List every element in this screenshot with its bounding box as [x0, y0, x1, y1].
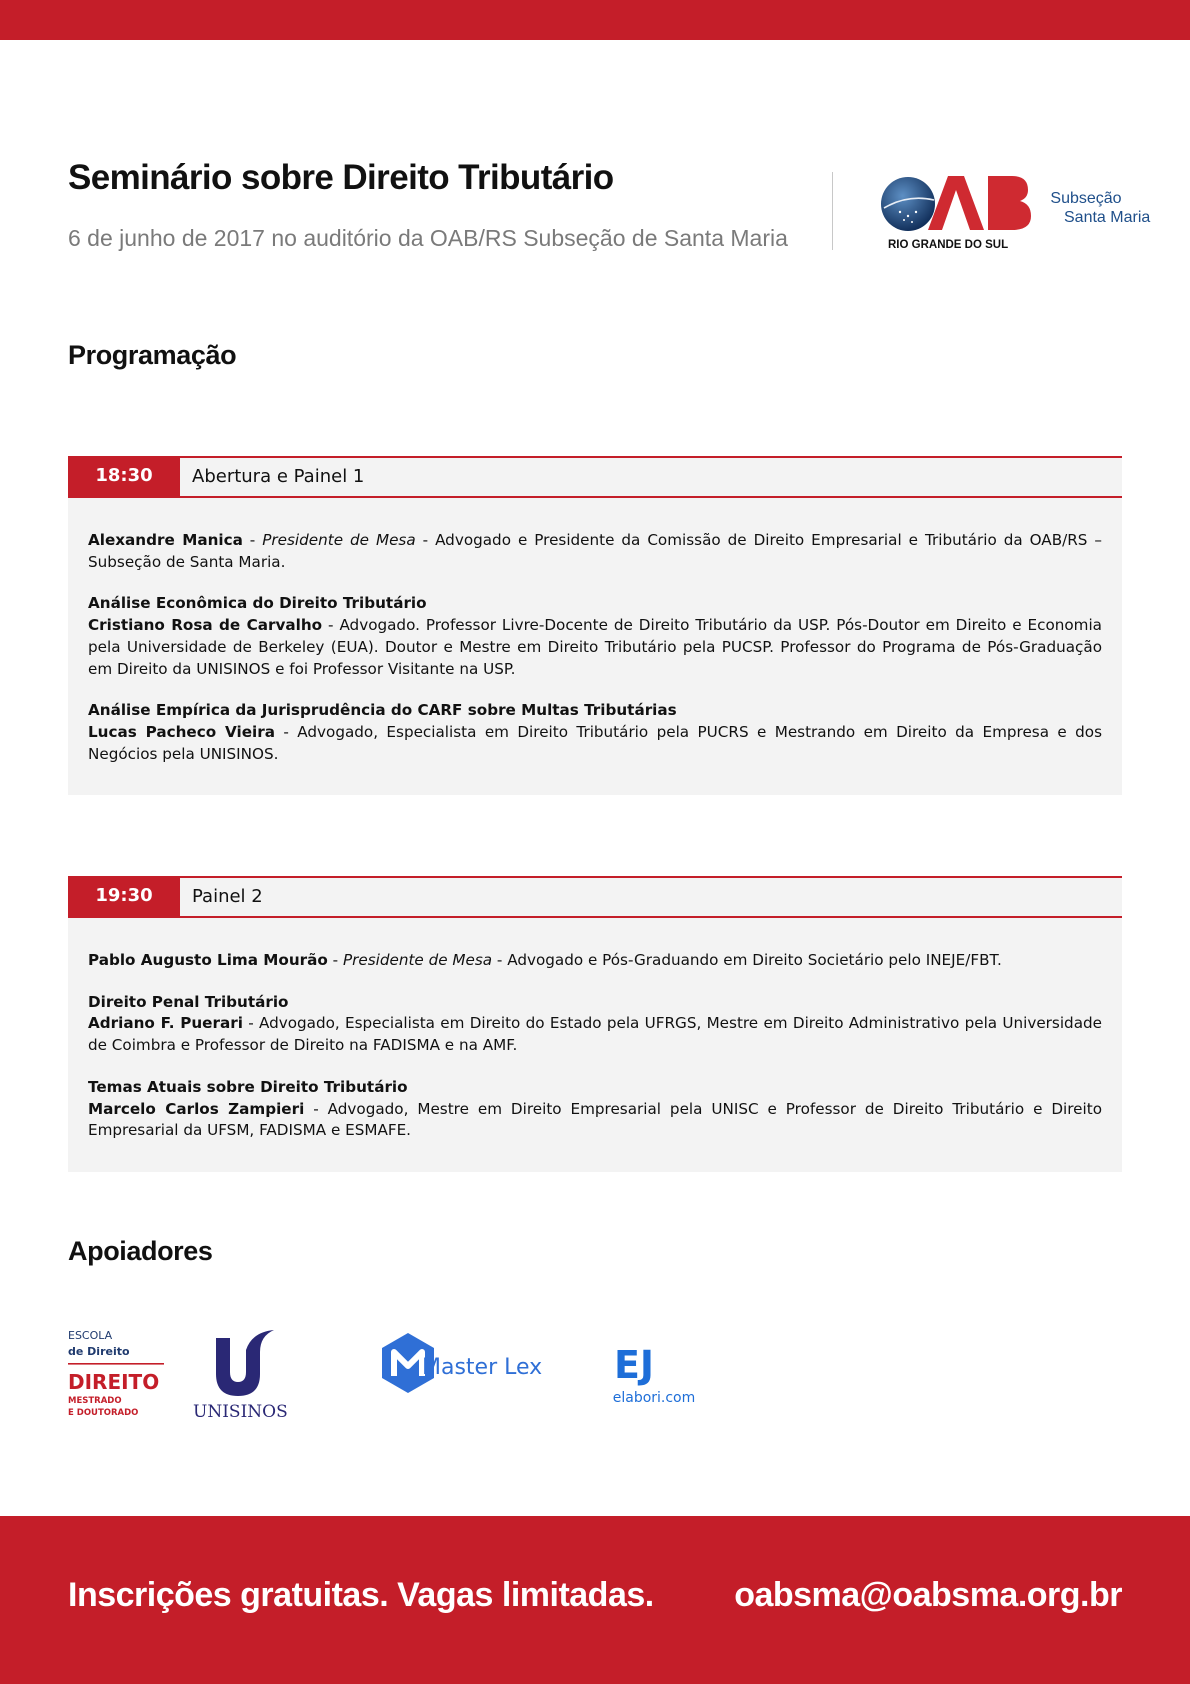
elabori-logo: [613, 1343, 696, 1406]
escola-line4: E DOUTORADO: [68, 1408, 139, 1418]
escola-line1: ESCOLA: [68, 1329, 113, 1342]
panel-time: 19:30: [68, 876, 180, 916]
chair-entry: Alexandre Manica - Presidente de Mesa - Advogado e Presidente da Comissão de Direito Empresarial e Tributário da OAB/RS – Subseção de Santa Maria.: [88, 531, 1102, 571]
unisinos-logo: [193, 1330, 288, 1422]
panel-name: Abertura e Painel 1: [192, 466, 365, 487]
event-title: Seminário sobre Direito Tributário: [68, 158, 614, 197]
talk-entry: Temas Atuais sobre Direito Tributário Marcelo Carlos Zampieri - Advogado, Mestre em Direito Empresarial pela UNISC e Professor de Direito Tributário e Direito Empresarial da UFSM, FADISMA e ESMAFE.: [88, 1077, 1102, 1140]
talk-title: Análise Empírica da Jurisprudência do CARF sobre Multas Tributárias: [88, 701, 677, 720]
event-subtitle: 6 de junho de 2017 no auditório da OAB/RS Subseção de Santa Maria: [68, 225, 788, 251]
escola-direito-logo: [68, 1329, 164, 1418]
logo-line1: Subseção: [1050, 190, 1122, 207]
footer-registration: Inscrições gratuitas. Vagas limitadas.: [68, 1576, 654, 1614]
program-heading: Programação: [68, 340, 237, 370]
talk-entry: Direito Penal Tributário Adriano F. Puerari - Advogado, Especialista em Direito do Estado pela UFRGS, Mestre em Direito Administrativo pela Universidade de Coimbra e Professor de Direito na FADISMA e na AMF.: [88, 992, 1102, 1055]
chair-entry: Pablo Augusto Lima Mourão - Presidente de Mesa - Advogado e Pós-Graduando em Direito Societário pelo INEJE/FBT.: [88, 951, 1002, 969]
chair-bio: Advogado e Pós-Graduando em Direito Societário pelo INEJE/FBT.: [507, 951, 1002, 969]
elabori-domain: elabori.com: [612, 1390, 696, 1406]
escola-line2: de Direito: [68, 1345, 130, 1358]
panel-2: [68, 876, 1122, 1172]
panel-body: [68, 918, 1122, 1172]
chair-role: Presidente de Mesa: [262, 531, 416, 549]
talk-title: Direito Penal Tributário: [88, 992, 289, 1011]
oab-logo: [878, 172, 1151, 256]
escola-main: DIREITO: [68, 1370, 160, 1394]
elabori-mark-icon: EJ: [613, 1343, 655, 1387]
masterlex-logo: [382, 1333, 542, 1393]
panel-header: [68, 456, 1122, 498]
talk-title: Temas Atuais sobre Direito Tributário: [88, 1077, 408, 1096]
speaker-bio: Advogado, Mestre em Direito Empresarial pela UNISC e Professor de Direito Tributário e Direito Empresarial da UFSM, FADISMA e ESMAFE.: [88, 1099, 1102, 1140]
globe-icon: [881, 177, 935, 231]
unisinos-name: UNISINOS: [193, 1402, 288, 1422]
sponsors-heading: Apoiadores: [68, 1236, 213, 1266]
top-red-bar: [0, 0, 1190, 40]
sponsor-logos: [68, 1320, 728, 1420]
speaker-name: Marcelo Carlos Zampieri: [88, 1099, 305, 1118]
chair-name: Alexandre Manica: [88, 531, 243, 549]
panel-1: [68, 456, 1122, 795]
talk-entry: Análise Econômica do Direito Tributário Cristiano Rosa de Carvalho - Advogado. Professor Livre-Docente de Direito Tributário da USP. Pós-Doutor em Direito e Economia pela Universidade de Berkeley (EUA). Doutor e Mestre em Direito Tributário pela PUCSP. Professor do Programa de Pós-Graduação em Direito da UNISINOS e foi Professor Visitante na USP.: [88, 594, 1102, 678]
speaker-name: Cristiano Rosa de Carvalho: [88, 616, 323, 635]
chair-bio: Advogado e Presidente da Comissão de Direito Empresarial e Tributário da OAB/RS – Subseção de Santa Maria.: [88, 531, 1102, 571]
talk-title: Análise Econômica do Direito Tributário: [88, 594, 427, 613]
panel-header: [68, 876, 1122, 918]
speaker-bio: Advogado, Especialista em Direito Tributário pela PUCRS e Mestrando em Direito da Empresa e dos Negócios pela UNISINOS.: [88, 722, 1102, 763]
panel-time: 18:30: [68, 456, 180, 496]
talk-entry: Análise Empírica da Jurisprudência do CARF sobre Multas Tributárias Lucas Pacheco Vieira - Advogado, Especialista em Direito Tributário pela PUCRS e Mestrando em Direito da Empresa e dos Negócios pela UNISINOS.: [88, 701, 1102, 763]
chair-name: Pablo Augusto Lima Mourão: [88, 951, 328, 969]
speaker-bio: Advogado. Professor Livre-Docente de Direito Tributário da USP. Pós-Doutor em Direito e Economia pela Universidade de Berkeley (EUA). Doutor e Mestre em Direito Tributário pela PUCSP. Professor do Programa de Pós-Graduação em Direito da UNISINOS e foi Professor Visitante na USP.: [88, 616, 1102, 678]
chair-role: Presidente de Mesa: [342, 951, 493, 969]
escola-line3: MESTRADO: [68, 1396, 122, 1406]
unisinos-mark-icon: [216, 1330, 274, 1396]
logo-line2: Santa Maria: [1064, 209, 1151, 226]
masterlex-name: Master Lex: [422, 1355, 543, 1380]
speaker-name: Lucas Pacheco Vieira: [88, 722, 275, 741]
header-divider: [832, 172, 833, 250]
speaker-bio: Advogado, Especialista em Direito do Estado pela UFRGS, Mestre em Direito Administrativo pela Universidade de Coimbra e Professor de Direito na FADISMA e na AMF.: [88, 1014, 1102, 1055]
panel-body: [68, 498, 1122, 795]
speaker-name: Adriano F. Puerari: [88, 1014, 243, 1033]
logo-region: RIO GRANDE DO SUL: [888, 239, 1009, 251]
footer-email[interactable]: oabsma@oabsma.org.br: [734, 1576, 1122, 1614]
panel-name: Painel 2: [192, 886, 263, 907]
